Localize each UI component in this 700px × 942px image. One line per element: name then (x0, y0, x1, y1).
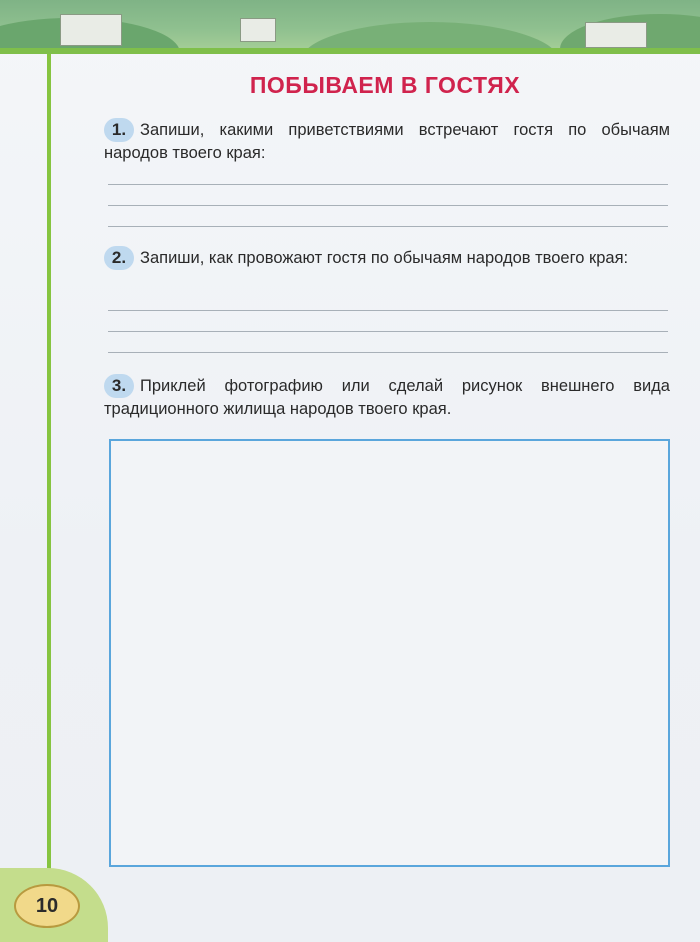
task-3-number: 3. (104, 374, 134, 398)
task-1-text: Запиши, какими приветствиями встречают гостя по обычаям народов твоего края: (104, 121, 670, 162)
task-3 (104, 374, 670, 420)
answer-line[interactable] (108, 205, 668, 206)
photo-drawing-area[interactable] (109, 439, 670, 867)
task-2 (104, 246, 670, 270)
task-2-number: 2. (104, 246, 134, 270)
task-3-text: Приклей фотографию или сделай рисунок внешнего вида традиционного жилища народов твоего края. (104, 377, 670, 418)
page-title: ПОБЫВАЕМ В ГОСТЯХ (249, 72, 521, 98)
page-number: 10 (14, 884, 80, 928)
margin-line (47, 54, 51, 884)
answer-line[interactable] (108, 310, 668, 311)
answer-line[interactable] (108, 352, 668, 353)
task-1-number: 1. (104, 118, 134, 142)
task-1 (104, 118, 670, 164)
top-illustration-banner (0, 0, 700, 52)
answer-line[interactable] (108, 226, 668, 227)
banner-divider (0, 48, 700, 54)
answer-line[interactable] (108, 184, 668, 185)
answer-line[interactable] (108, 331, 668, 332)
task-2-text: Запиши, как провожают гостя по обычаям народов твоего края: (140, 249, 629, 267)
